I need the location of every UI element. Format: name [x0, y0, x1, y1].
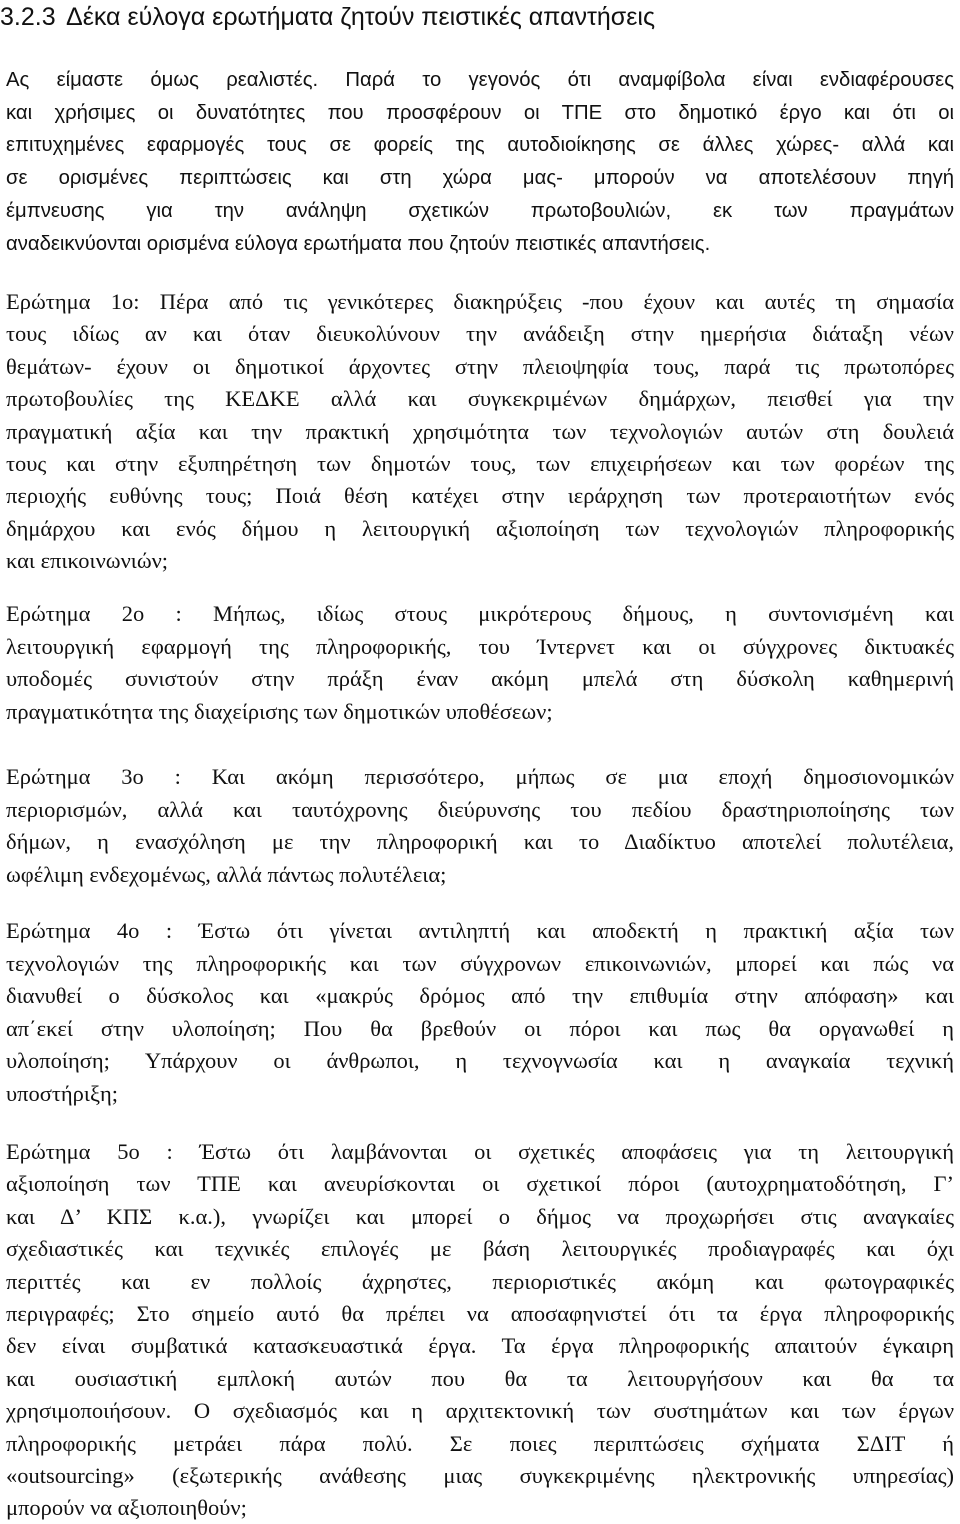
text-line: Ερώτημα 1ο: Πέρα από τις γενικότερες διακηρύξεις -που έχουν και αυτές τη σημασία: [6, 289, 954, 314]
text-line: πρωτοβουλίες της ΚΕΔΚΕ αλλά και συγκεκριμένων δημάρχων, πεισθεί για την: [6, 386, 954, 412]
text-line: «outsourcing» (εξωτερικής ανάθεσης μιας συγκεκριμένης ηλεκτρονικής υπηρεσίας): [6, 1463, 954, 1488]
text-line: Ας είμαστε όμως ρεαλιστές. Παρά το γεγονός ότι αναμφίβολα είναι ενδιαφέρουσες: [6, 69, 954, 91]
text-line: περιορισμών, αλλά και ταυτόχρονης διεύρυνσης του πεδίου δραστηριοποίησης των: [6, 796, 954, 822]
text-line: περιττές και εν πολλοίς άχρηστες, περιοριστικές ακόμη και φωτογραφικές: [6, 1268, 954, 1294]
text-line: λειτουργική εφαρμογή της πληροφορικής, του Ίντερνετ και οι σύγχρονες δικτυακές: [6, 633, 954, 659]
section-title: Δέκα εύλογα ερωτήματα ζητούν πειστικές απαντήσεις: [66, 3, 655, 31]
text-line: υποδομές συνιστούν στην πράξη έναν ακόμη μπελά στη δύσκολη καθημερινή: [6, 666, 954, 692]
text-line: πραγματικότητα της διαχείρισης των δημοτικών υποθέσεων;: [6, 698, 553, 724]
text-line: διανυθεί ο δύσκολος και «μακρύς δρόμος από την επιθυμία στην απόφαση» και: [6, 983, 954, 1009]
text-line: ωφέλιμη ενδεχομένως, αλλά πάντως πολυτέλεια;: [6, 861, 447, 887]
text-line: υποστήριξη;: [6, 1081, 119, 1106]
text-line: δημάρχου και ενός δήμου η λειτουργική αξιοποίηση των τεχνολογιών πληροφορικής: [6, 515, 954, 541]
text-line: τους ιδίως αν και όταν διευκολύνουν την ανάδειξη στην ημερήσια διάταξη νέων: [6, 321, 954, 347]
text-line: Ερώτημα 4ο : Έστω ότι γίνεται αντιληπτή και αποδεκτή η πρακτική αξία των: [6, 918, 954, 943]
text-line: Ερώτημα 5ο : Έστω ότι λαμβάνονται οι σχετικές αποφάσεις για τη λειτουργική: [6, 1139, 954, 1164]
text-line: περιγραφές; Στο σημείο αυτό θα πρέπει να αποσαφηνιστεί ότι τα έργα πληροφορικής: [6, 1301, 954, 1326]
text-line: χρησιμοποιήσουν. Ο σχεδιασμός και η αρχιτεκτονική των συστημάτων και των έργων: [6, 1398, 954, 1424]
text-line: υλοποίηση; Υπάρχουν οι άνθρωποι, η τεχνογνωσία και η αναγκαία τεχνική: [6, 1048, 954, 1074]
section-heading: [0, 0, 960, 34]
text-line: Ερώτημα 3ο : Και ακόμη περισσότερο, μήπως σε μια εποχή δημοσιονομικών: [6, 764, 954, 789]
text-line: έμπνευσης για την ανάληψη σχετικών πρωτοβουλιών, εκ των πραγμάτων: [6, 199, 954, 222]
text-line: επιτυχημένες εφαρμογές τους σε φορείς της αυτοδιοίκησης σε άλλες χώρες- αλλά και: [6, 134, 954, 157]
text-line: αξιοποίηση των ΤΠΕ και ανευρίσκονται οι σχετικοί πόροι (αυτοχρηματοδότηση, Γ’: [6, 1171, 954, 1197]
text-line: θεμάτων- έχουν οι δημοτικοί άρχοντες στην πλειοψηφία τους, παρά τις πρωτοπόρες: [6, 353, 954, 379]
text-line: δήμων, η ενασχόληση με την πληροφορική και το Διαδίκτυο αποτελεί πολυτέλεια,: [6, 829, 954, 855]
text-line: δεν είναι συμβατικά κατασκευαστικά έργα. Τα έργα πληροφορικής απαιτούν έγκαιρη: [6, 1333, 954, 1359]
text-line: τεχνολογιών της πληροφορικής και των σύγχρονων επικοινωνιών, μπορεί και πώς να: [6, 950, 954, 976]
text-line: σε ορισμένες περιπτώσεις και στη χώρα μας- μπορούν να αποτελέσουν πηγή: [6, 167, 954, 190]
text-line: και χρήσιμες οι δυνατότητες που προσφέρουν οι ΤΠΕ στο δημοτικό έργο και ότι οι: [6, 101, 954, 124]
text-line: πληροφορικής μετράει πάρα πολύ. Σε ποιες περιπτώσεις σχήματα ΣΔΙΤ ή: [6, 1430, 954, 1456]
section-number: 3.2.3: [0, 3, 56, 31]
text-line: απ΄εκεί στην υλοποίηση; Που θα βρεθούν οι πόροι και πως θα οργανωθεί η: [6, 1015, 954, 1041]
text-line: τους και στην εξυπηρέτηση των δημοτών τους, των επιχειρήσεων και των φορέων της: [6, 451, 954, 476]
text-line: περιοχής ευθύνης τους; Ποιά θέση κατέχει στην ιεράρχηση των προτεραιοτήτων ενός: [6, 483, 954, 509]
text-line: αναδεικνύονται ορισμένα εύλογα ερωτήματα που ζητούν πειστικές απαντήσεις.: [6, 232, 711, 255]
text-line: και Δ’ ΚΠΣ κ.α.), γνωρίζει και μπορεί ο δήμος να προχωρήσει στις αναγκαίες: [6, 1203, 954, 1229]
text-line: και επικοινωνιών;: [6, 548, 169, 574]
text-line: πραγματική αξία και την πρακτική χρησιμότητα των τεχνολογιών αυτών στη δουλειά: [6, 418, 954, 444]
text-line: μπορούν να αξιοποιηθούν;: [6, 1495, 247, 1521]
text-line: Ερώτημα 2ο : Μήπως, ιδίως στους μικρότερους δήμους, η συντονισμένη και: [6, 601, 954, 626]
text-line: σχεδιαστικές και τεχνικές επιλογές με βάση λειτουργικές προδιαγραφές και όχι: [6, 1236, 954, 1262]
text-line: και ουσιαστική εμπλοκή αυτών που θα τα λειτουργήσουν και θα τα: [6, 1365, 954, 1391]
